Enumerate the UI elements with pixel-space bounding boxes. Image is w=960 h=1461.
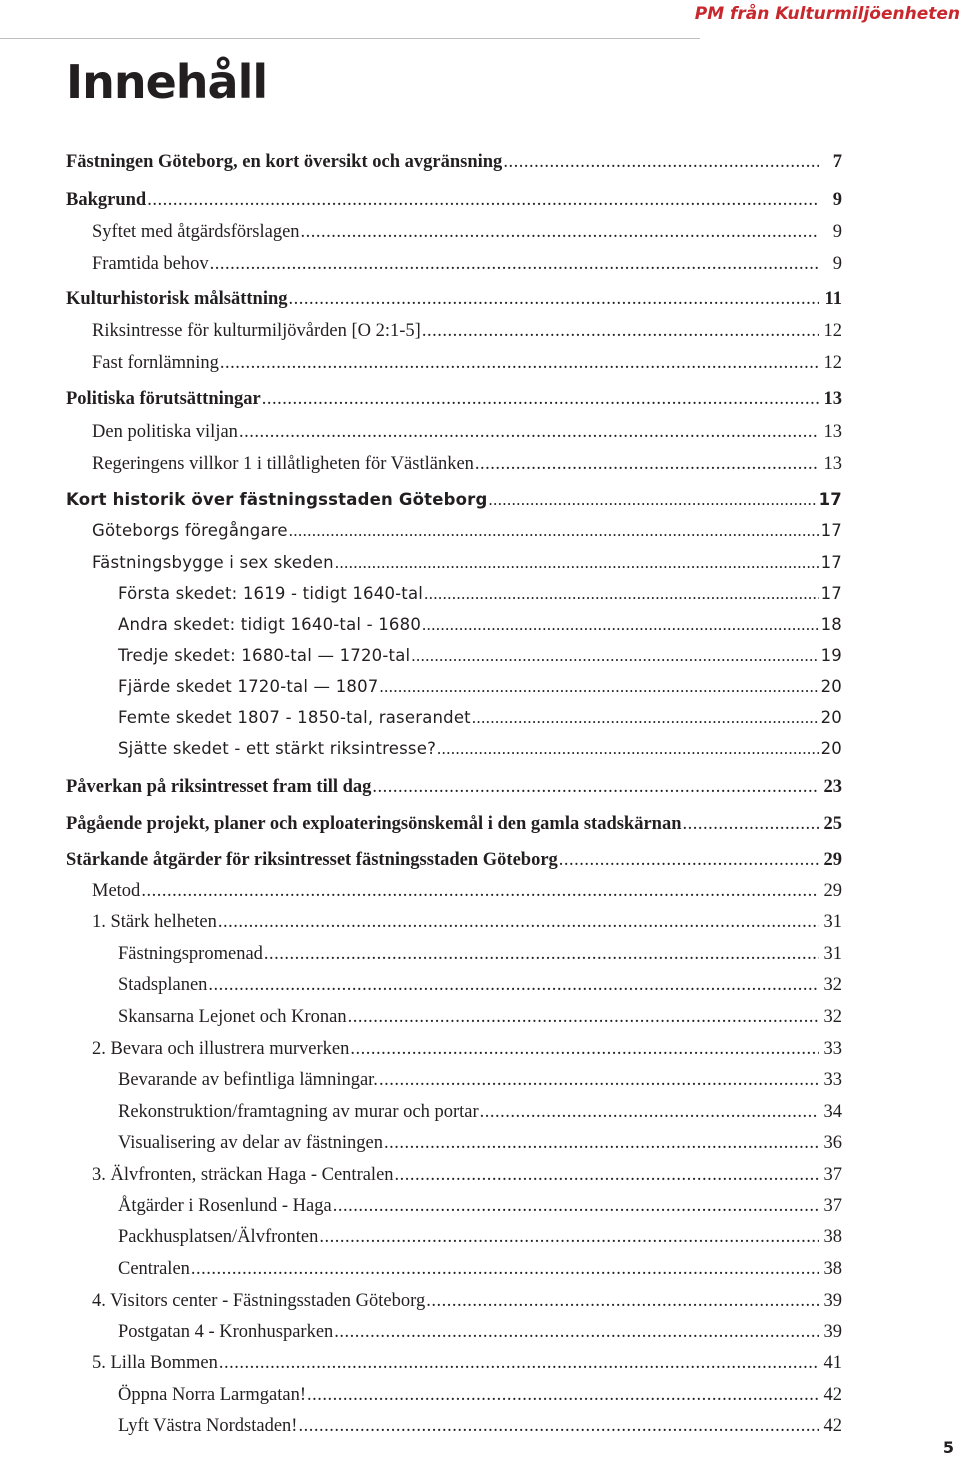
toc-dot-leader — [219, 1349, 819, 1377]
toc-entry-page: 9 — [832, 254, 842, 274]
toc-dot-leader — [319, 1223, 819, 1251]
toc-entry-title: Fästningsbygge i sex skeden — [92, 553, 334, 572]
toc-entry[interactable] — [66, 908, 842, 936]
toc-entry-page: 39 — [823, 1322, 842, 1342]
toc-entry[interactable] — [66, 810, 842, 838]
toc-entry-page: 39 — [823, 1291, 842, 1311]
toc-entry-page: 13 — [823, 454, 842, 474]
toc-entry[interactable] — [66, 549, 842, 577]
toc-entry-page: 20 — [820, 708, 842, 727]
toc-entry-title: Fästningen Göteborg, en kort översikt och avgränsning — [66, 152, 503, 172]
toc-entry-page: 37 — [823, 1165, 842, 1185]
toc-entry[interactable] — [66, 418, 842, 446]
toc-dot-leader — [372, 773, 819, 801]
toc-entry-page: 42 — [823, 1385, 842, 1405]
running-header: PM från Kulturmiljöenheten — [694, 4, 960, 24]
toc-entry-title: 2. Bevara och illustrera murverken — [92, 1039, 350, 1059]
toc-entry-page: 38 — [823, 1259, 842, 1279]
toc-entry-page: 37 — [823, 1196, 842, 1216]
toc-entry-page: 7 — [832, 152, 842, 172]
toc-entry[interactable] — [66, 218, 842, 246]
toc-entry[interactable] — [66, 611, 842, 639]
toc-entry[interactable] — [66, 1255, 842, 1283]
toc-dot-leader — [475, 450, 819, 478]
toc-entry[interactable] — [66, 1129, 842, 1157]
toc-dot-leader — [384, 1129, 819, 1157]
toc-entry[interactable] — [66, 971, 842, 999]
toc-entry-title: Påverkan på riksintresset fram till dag — [66, 777, 372, 797]
toc-entry-page: 36 — [823, 1133, 842, 1153]
toc-entry-title: Pågående projekt, planer och exploateringsönskemål i den gamla stadskärnan — [66, 814, 682, 834]
toc-dot-leader — [239, 418, 819, 446]
toc-entry-page: 20 — [820, 677, 842, 696]
toc-entry-page: 29 — [823, 850, 842, 870]
toc-entry-page: 25 — [823, 814, 842, 834]
toc-entry-title: 4. Visitors center - Fästningsstaden Göteborg — [92, 1291, 426, 1311]
toc-entry[interactable] — [66, 450, 842, 478]
toc-entry-title: Femte skedet 1807 - 1850-tal, raserandet — [118, 708, 471, 727]
toc-dot-leader — [210, 250, 819, 278]
toc-entry-page: 32 — [823, 1007, 842, 1027]
toc-entry-page: 41 — [823, 1353, 842, 1373]
toc-entry-title: Tredje skedet: 1680-tal — 1720-tal — [118, 646, 411, 665]
toc-dot-leader — [307, 1381, 819, 1409]
toc-entry-title: Skansarna Lejonet och Kronan — [118, 1007, 347, 1027]
toc-entry-title: Lyft Västra Nordstaden! — [118, 1416, 298, 1436]
toc-dot-leader — [262, 385, 819, 413]
toc-entry[interactable] — [66, 580, 842, 608]
toc-entry[interactable] — [66, 1349, 842, 1377]
toc-dot-leader — [335, 549, 819, 577]
page-number: 5 — [942, 1438, 954, 1457]
toc-dot-leader — [191, 1255, 819, 1283]
toc-entry-page: 17 — [818, 490, 842, 509]
toc-entry[interactable] — [66, 148, 842, 176]
toc-entry-page: 12 — [823, 353, 842, 373]
toc-entry-title: Fast fornlämning — [92, 353, 219, 373]
toc-entry-page: 31 — [823, 944, 842, 964]
toc-entry-page: 34 — [823, 1102, 842, 1122]
toc-dot-leader — [350, 1035, 819, 1063]
toc-entry[interactable] — [66, 317, 842, 345]
toc-entry[interactable] — [66, 1223, 842, 1251]
toc-dot-leader — [424, 580, 819, 608]
toc-entry[interactable] — [66, 1381, 842, 1409]
toc-entry-page: 11 — [824, 289, 842, 309]
toc-entry[interactable] — [66, 1098, 842, 1126]
toc-entry[interactable] — [66, 773, 842, 801]
toc-entry-page: 31 — [823, 912, 842, 932]
toc-entry[interactable] — [66, 735, 842, 763]
toc-entry-title: Kulturhistorisk målsättning — [66, 289, 288, 309]
toc-dot-leader — [437, 735, 819, 763]
toc-entry-page: 38 — [823, 1227, 842, 1247]
toc-dot-leader — [141, 877, 819, 905]
toc-entry[interactable] — [66, 704, 842, 732]
toc-entry-title: 5. Lilla Bommen — [92, 1353, 218, 1373]
toc-dot-leader — [264, 940, 819, 968]
page-title: Innehåll — [66, 55, 268, 109]
toc-entry-page: 32 — [823, 975, 842, 995]
toc-dot-leader — [289, 517, 819, 545]
toc-entry-title: Bevarande av befintliga lämningar. — [118, 1070, 378, 1090]
toc-entry-title: Postgatan 4 - Kronhusparken — [118, 1322, 334, 1342]
toc-entry[interactable] — [66, 1066, 842, 1094]
toc-entry-title: Riksintresse för kulturmiljövården [O 2:1-5] — [92, 321, 421, 341]
toc-entry-title: Kort historik över fästningsstaden Göteborg — [66, 490, 488, 509]
toc-entry[interactable] — [66, 1192, 842, 1220]
toc-dot-leader — [489, 486, 818, 514]
toc-dot-leader — [289, 285, 819, 313]
toc-entry[interactable] — [66, 1035, 842, 1063]
toc-entry-page: 33 — [823, 1039, 842, 1059]
toc-dot-leader — [380, 673, 820, 701]
toc-entry-title: 1. Stärk helheten — [92, 912, 217, 932]
toc-dot-leader — [559, 846, 819, 874]
toc-entry-title: Politiska förutsättningar — [66, 389, 261, 409]
toc-dot-leader — [503, 148, 819, 176]
toc-entry-page: 42 — [823, 1416, 842, 1436]
toc-entry[interactable] — [66, 846, 842, 874]
toc-entry-title: Centralen — [118, 1259, 190, 1279]
toc-entry-title: Sjätte skedet - ett stärkt riksintresse? — [118, 739, 437, 758]
toc-dot-leader — [422, 611, 819, 639]
toc-entry[interactable] — [66, 877, 842, 905]
toc-entry-page: 12 — [823, 321, 842, 341]
toc-dot-leader — [333, 1192, 819, 1220]
toc-entry[interactable] — [66, 1412, 842, 1440]
header-rule — [0, 0, 700, 39]
toc-entry-page: 9 — [832, 222, 842, 242]
toc-dot-leader — [208, 971, 819, 999]
toc-entry-title: Den politiska viljan — [92, 422, 238, 442]
toc-dot-leader — [472, 704, 819, 732]
toc-entry[interactable] — [66, 486, 842, 514]
toc-entry[interactable] — [66, 517, 842, 545]
toc-entry[interactable] — [66, 940, 842, 968]
toc-dot-leader — [683, 810, 819, 838]
toc-entry-title: Stärkande åtgärder för riksintresset fästningsstaden Göteborg — [66, 850, 558, 870]
toc-entry-title: Rekonstruktion/framtagning av murar och portar — [118, 1102, 479, 1122]
toc-entry-page: 13 — [823, 422, 842, 442]
toc-entry-page: 23 — [823, 777, 842, 797]
toc-entry[interactable] — [66, 1003, 842, 1031]
toc-entry-title: Metod — [92, 881, 141, 901]
toc-dot-leader — [298, 1412, 819, 1440]
toc-entry-title: Fästningspromenad — [118, 944, 263, 964]
toc-entry[interactable] — [66, 349, 842, 377]
toc-entry[interactable] — [66, 1287, 842, 1315]
toc-entry-title: Packhusplatsen/Älvfronten — [118, 1227, 319, 1247]
toc-entry[interactable] — [66, 1161, 842, 1189]
toc-dot-leader — [348, 1003, 819, 1031]
toc-entry[interactable] — [66, 673, 842, 701]
toc-entry[interactable] — [66, 186, 842, 214]
toc-entry-title: Stadsplanen — [118, 975, 208, 995]
toc-dot-leader — [218, 908, 819, 936]
toc-entry-page: 17 — [820, 553, 842, 572]
toc-dot-leader — [334, 1318, 819, 1346]
toc-entry[interactable] — [66, 385, 842, 413]
toc-dot-leader — [379, 1066, 819, 1094]
toc-entry-title: Syftet med åtgärdsförslagen — [92, 222, 300, 242]
toc-entry[interactable] — [66, 642, 842, 670]
toc-dot-leader — [395, 1161, 819, 1189]
toc-entry[interactable] — [66, 285, 842, 313]
toc-entry-title: 3. Älvfronten, sträckan Haga - Centralen — [92, 1165, 394, 1185]
toc-dot-leader — [411, 642, 819, 670]
toc-entry-page: 33 — [823, 1070, 842, 1090]
toc-entry-title: Första skedet: 1619 - tidigt 1640-tal — [118, 584, 424, 603]
toc-entry[interactable] — [66, 250, 842, 278]
toc-entry-title: Öppna Norra Larmgatan! — [118, 1385, 306, 1405]
toc-entry-title: Göteborgs föregångare — [92, 521, 288, 540]
toc-entry-page: 29 — [823, 881, 842, 901]
toc-dot-leader — [147, 186, 819, 214]
toc-entry-page: 20 — [820, 739, 842, 758]
toc-dot-leader — [422, 317, 819, 345]
toc-entry-title: Framtida behov — [92, 254, 209, 274]
toc-entry-title: Åtgärder i Rosenlund - Haga — [118, 1196, 332, 1216]
toc-entry-page: 18 — [820, 615, 842, 634]
toc-entry[interactable] — [66, 1318, 842, 1346]
toc-entry-page: 19 — [820, 646, 842, 665]
toc-entry-title: Fjärde skedet 1720-tal — 1807 — [118, 677, 379, 696]
toc-dot-leader — [220, 349, 819, 377]
toc-dot-leader — [301, 218, 819, 246]
toc-entry-page: 9 — [832, 190, 842, 210]
toc-entry-title: Visualisering av delar av fästningen — [118, 1133, 383, 1153]
toc-entry-page: 17 — [820, 521, 842, 540]
toc-entry-title: Regeringens villkor 1 i tillåtligheten för Västlänken — [92, 454, 474, 474]
toc-entry-page: 13 — [823, 389, 842, 409]
toc-dot-leader — [426, 1287, 819, 1315]
toc-entry-title: Bakgrund — [66, 190, 147, 210]
toc-entry-page: 17 — [820, 584, 842, 603]
toc-entry-title: Andra skedet: tidigt 1640-tal - 1680 — [118, 615, 422, 634]
toc-dot-leader — [480, 1098, 819, 1126]
